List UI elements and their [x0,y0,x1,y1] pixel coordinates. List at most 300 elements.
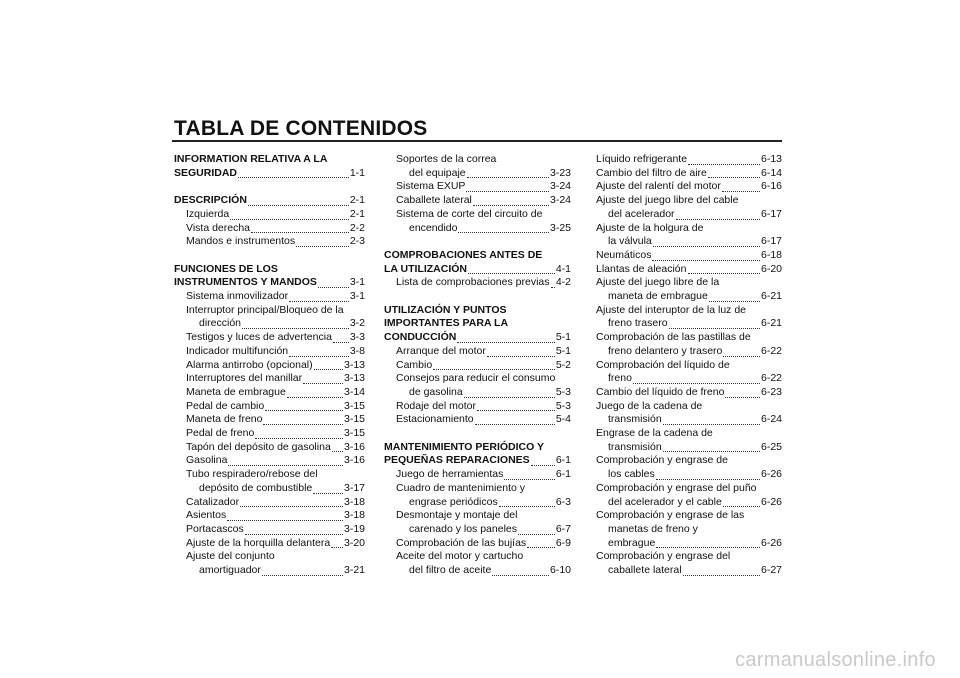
toc-entry[interactable] [384,153,571,167]
toc-entry-title: Izquierda [186,207,230,220]
toc-entry-title: Tubo respiradero/rebose del [186,468,318,481]
toc-entry-page: 6-7 [555,522,571,535]
toc-entry-title: Interruptores del manillar [186,372,303,385]
dot-leader [504,468,554,480]
toc-entry-title: Sistema EXUP [396,180,466,193]
dot-leader [473,194,549,206]
toc-entry-title: Alarma antirrobo (opcional) [186,358,313,371]
toc-entry-title: UTILIZACIÓN Y PUNTOS [384,303,507,316]
toc-entry[interactable] [596,482,782,496]
toc-entry-title: freno trasero [608,317,668,330]
toc-entry[interactable] [174,550,365,564]
dot-leader [683,564,760,576]
toc-entry-title: Vista derecha [186,221,251,234]
dot-leader [289,345,349,357]
page-title: TABLA DE CONTENIDOS [174,117,428,140]
dot-leader [331,536,343,548]
toc-entry[interactable] [384,441,571,455]
toc-entry-title: Comprobación y engrase de [596,454,728,467]
toc-entry[interactable] [384,564,571,578]
toc-entry-page: 3-23 [549,166,571,179]
dot-leader [332,440,343,452]
toc-entry-title: del filtro de aceite [409,564,492,577]
dot-leader [688,153,760,165]
toc-entry-title: freno delantero y trasero [608,344,723,357]
dot-leader [527,536,555,548]
toc-entry-page: 5-4 [555,413,571,426]
toc-entry-title: los cables [608,468,655,481]
dot-leader [722,180,760,192]
toc-entry[interactable] [174,400,365,414]
toc-entry-title: Consejos para reducir el consumo [396,372,556,385]
dot-leader [255,427,343,439]
toc-entry-page: 3-18 [343,509,365,522]
toc-entry-page: 6-24 [760,413,782,426]
toc-entry-title: de gasolina [409,385,463,398]
toc-entry-title: dirección [199,317,242,330]
dot-leader [303,372,343,384]
dot-leader [287,386,343,398]
toc-entry-page: 6-1 [555,454,571,467]
toc-entry-page: 5-3 [555,399,571,412]
toc-entry[interactable] [174,482,365,496]
toc-entry-title: amortiguador [199,564,261,577]
dot-leader [238,166,349,178]
toc-entry[interactable] [384,550,571,564]
toc-entry-page: 3-15 [343,427,365,440]
dot-leader [289,290,349,302]
toc-entry[interactable] [384,180,571,194]
toc-entry[interactable] [174,372,365,386]
toc-entry-page: 6-21 [760,290,782,303]
toc-entry-page: 2-2 [349,221,365,234]
toc-entry[interactable] [174,345,365,359]
toc-entry-page: 4-1 [555,262,571,275]
toc-entry[interactable] [174,263,365,277]
toc-entry-title: Engrase de la cadena de [596,427,713,440]
toc-entry-title: carenado y los paneles [409,522,517,535]
toc-entry[interactable] [596,468,782,482]
toc-entry-title: Portacascos [186,522,244,535]
toc-entry[interactable] [174,537,365,551]
dot-leader [242,317,349,329]
toc-entry-title: Mandos e instrumentos [186,235,296,248]
toc-entry-page: 3-15 [343,399,365,412]
toc-entry[interactable] [174,454,365,468]
toc-entry-page: 3-25 [549,221,571,234]
dot-leader [652,249,760,261]
dot-leader [708,166,760,178]
toc-entry[interactable] [384,208,571,222]
toc-entry-title: Juego de herramientas [396,468,504,481]
toc-entry[interactable] [384,537,571,551]
toc-entry-title: Desmontaje y montaje del [396,509,518,522]
toc-entry[interactable] [596,208,782,222]
dot-leader [723,345,760,357]
toc-entry[interactable] [384,276,571,290]
dot-leader [265,399,343,411]
toc-entry-page: 3-18 [343,495,365,508]
dot-leader [263,413,343,425]
toc-entry[interactable] [384,194,571,208]
toc-entry[interactable] [174,276,365,290]
toc-entry-page: 6-23 [760,385,782,398]
toc-entry-page: 3-1 [349,276,365,289]
dot-leader [653,235,760,247]
toc-entry-page: 3-13 [343,372,365,385]
toc-entry[interactable] [174,509,365,523]
toc-entry-title: CONDUCCIÓN [384,331,457,344]
toc-entry[interactable] [174,496,365,510]
toc-entry-title: transmisión [608,440,662,453]
toc-entry[interactable] [596,331,782,345]
toc-entry-title: Comprobación de las bujías [396,536,527,549]
toc-entry-page: 6-9 [555,536,571,549]
toc-entry[interactable] [596,496,782,510]
toc-entry[interactable] [174,317,365,331]
toc-entry[interactable] [596,194,782,208]
toc-entry[interactable] [596,550,782,564]
toc-entry-page: 6-20 [760,262,782,275]
toc-entry[interactable] [384,468,571,482]
toc-entry-title: Maneta de freno [186,413,263,426]
dot-leader [227,509,343,521]
toc-entry-title: MANTENIMIENTO PERIÓDICO Y [384,440,545,453]
toc-entry[interactable] [596,317,782,331]
toc-entry-title: Comprobación de las pastillas de [596,331,751,344]
toc-entry[interactable] [174,386,365,400]
dot-leader [433,358,555,370]
toc-entry-title: depósito de combustible [199,481,313,494]
toc-entry[interactable] [596,263,782,277]
toc-entry-page: 6-26 [760,468,782,481]
toc-entry-page: 6-14 [760,166,782,179]
toc-entry[interactable] [174,167,365,181]
toc-entry-page: 2-1 [349,194,365,207]
dot-leader [492,564,549,576]
dot-leader [458,221,549,233]
toc-entry-page: 6-25 [760,440,782,453]
toc-entry[interactable] [596,454,782,468]
toc-entry[interactable] [596,249,782,263]
toc-entry-page: 3-15 [343,413,365,426]
toc-entry-page: 3-17 [343,481,365,494]
dot-leader [457,331,554,343]
dot-leader [313,482,343,494]
toc-entry-title: Lista de comprobaciones previas [396,276,550,289]
toc-entry-page: 6-1 [555,468,571,481]
toc-entry-title: Cuadro de mantenimiento y [396,481,525,494]
toc-entry-page: 6-13 [760,153,782,165]
toc-entry-title: Neumáticos [596,248,652,261]
toc-entry-title: del equipaje [409,166,466,179]
watermark: carmanualsonline.info [735,649,936,671]
toc-entry[interactable] [384,523,571,537]
dot-leader [723,495,760,507]
dot-leader [669,317,760,329]
toc-entry-title: maneta de embrague [608,290,708,303]
toc-entry-title: Rodaje del motor [396,399,476,412]
toc-entry-title: Cambio del líquido de freno [596,385,725,398]
dot-leader [477,399,555,411]
toc-entry[interactable] [384,304,571,318]
toc-entry-page: 3-16 [343,440,365,453]
dot-leader [296,235,349,247]
dot-leader [467,166,549,178]
toc-entry[interactable] [174,222,365,236]
toc-entry[interactable] [174,331,365,345]
dot-leader [333,331,349,343]
toc-entry[interactable] [174,427,365,441]
toc-entry[interactable] [384,496,571,510]
toc-entry-title: FUNCIONES DE LOS [174,262,278,275]
toc-entry-title: Gasolina [186,454,228,467]
toc-entry[interactable] [384,249,571,263]
toc-entry-title: del acelerador y el cable [608,495,722,508]
toc-entry[interactable] [596,290,782,304]
toc-entry-page: 6-26 [760,495,782,508]
toc-entry[interactable] [174,290,365,304]
toc-entry-title: Cambio del filtro de aire [596,166,707,179]
title-rule [172,140,782,142]
toc-entry-page: 6-22 [760,344,782,357]
dot-leader [475,413,555,425]
toc-entry-page: 3-14 [343,385,365,398]
dot-leader [656,468,760,480]
dot-leader [487,345,555,357]
dot-leader [633,372,760,384]
toc-entry-title: encendido [409,221,458,234]
toc-entry[interactable] [174,235,365,249]
toc-entry-title: Tapón del depósito de gasolina [186,440,331,453]
toc-entry-title: Maneta de embrague [186,385,286,398]
toc-entry[interactable] [596,427,782,441]
toc-entry-page: 3-3 [349,331,365,344]
toc-entry-page: 6-17 [760,207,782,220]
toc-entry-title: Estacionamiento [396,413,474,426]
dot-leader [551,276,555,288]
dot-leader [663,440,760,452]
toc-entry-page: 5-2 [555,358,571,371]
toc-entry-page: 5-3 [555,385,571,398]
dot-leader [248,194,349,206]
toc-entry-page: 3-1 [349,290,365,302]
toc-entry-page: 6-10 [549,564,571,577]
toc-entry-title: Cambio [396,358,433,371]
toc-entry-title: Juego de la cadena de [596,399,703,412]
toc-entry-title: INFORMATION RELATIVA A LA [174,153,328,165]
toc-entry[interactable] [384,482,571,496]
toc-entry-title: engrase periódicos [409,495,498,508]
dot-leader [466,180,549,192]
toc-entry-title: IMPORTANTES PARA LA [384,317,509,330]
toc-entry-title: Aceite del motor y cartucho [396,550,524,563]
dot-leader [251,221,349,233]
toc-entry-title: Ajuste de la horquilla delantera [186,536,331,549]
toc-entry-page: 3-19 [343,522,365,535]
dot-leader [518,523,555,535]
toc-entry[interactable] [596,386,782,400]
toc-entry-title: Líquido refrigerante [596,153,688,165]
toc-entry-title: Soportes de la correa [396,153,497,165]
toc-entry-page: 3-20 [343,536,365,549]
toc-entry-page: 3-24 [549,194,571,207]
toc-entry[interactable] [384,413,571,427]
toc-entry-title: Pedal de freno [186,427,255,440]
toc-entry[interactable] [596,441,782,455]
toc-entry-page: 5-1 [555,344,571,357]
dot-leader [464,386,555,398]
toc-entry-page: 3-24 [549,180,571,193]
toc-entry-title: Ajuste del conjunto [186,550,275,563]
toc-entry-title: PEQUEÑAS REPARACIONES [384,454,530,467]
dot-leader [725,386,760,398]
toc-entry-title: transmisión [608,413,662,426]
toc-entry[interactable] [384,222,571,236]
toc-column-3 [596,153,782,578]
toc-entry-title: COMPROBACIONES ANTES DE [384,248,543,261]
toc-entry[interactable] [384,359,571,373]
toc-entry[interactable] [596,167,782,181]
toc-entry[interactable] [174,523,365,537]
toc-column-2 [384,153,571,578]
toc-entry-page: 5-1 [555,331,571,344]
toc-entry-page: 6-21 [760,317,782,330]
toc-entry[interactable] [596,564,782,578]
toc-entry-title: Comprobación y engrase del [596,550,731,563]
toc-entry[interactable] [174,413,365,427]
toc-entry[interactable] [174,564,365,578]
toc-entry[interactable] [596,180,782,194]
toc-entry[interactable] [596,400,782,414]
toc-entry-page: 6-18 [760,248,782,261]
toc-entry-title: INSTRUMENTOS Y MANDOS [174,276,317,289]
toc-entry[interactable] [384,400,571,414]
toc-entry-page: 2-1 [349,207,365,220]
dot-leader [468,262,555,274]
dot-leader [318,276,349,288]
toc-entry-title: Caballete lateral [396,194,472,207]
dot-leader [709,290,760,302]
toc-entry-page: 3-2 [349,317,365,330]
toc-entry[interactable] [174,468,365,482]
toc-entry-page: 6-16 [760,180,782,193]
toc-entry-page: 3-13 [343,358,365,371]
dot-leader [499,495,555,507]
toc-entry[interactable] [384,167,571,181]
toc-entry[interactable] [384,263,571,277]
dot-leader [245,523,343,535]
toc-entry[interactable] [384,331,571,345]
dot-leader [676,208,760,220]
toc-entry-title: Llantas de aleación [596,262,687,275]
toc-entry-title: Comprobación y engrase de las [596,509,745,522]
toc-entry[interactable] [174,153,365,167]
toc-entry-page: 6-22 [760,372,782,385]
toc-entry[interactable] [596,345,782,359]
toc-entry[interactable] [596,304,782,318]
toc-entry-title: Comprobación y engrase del puño [596,481,757,494]
toc-entry[interactable] [384,509,571,523]
toc-entry-title: Indicador multifunción [186,344,289,357]
toc-entry-page: 1-1 [349,166,365,179]
toc-entry[interactable] [596,235,782,249]
toc-entry-title: Ajuste del juego libre del cable [596,194,739,207]
toc-entry-title: Catalizador [186,495,240,508]
toc-entry[interactable] [596,359,782,373]
dot-leader [240,495,343,507]
toc-entry-title: Ajuste de la holgura de [596,221,704,234]
toc-entry-page: 3-8 [349,344,365,357]
toc-entry-title: Sistema de corte del circuito de [396,207,543,220]
toc-entry[interactable] [174,194,365,208]
toc-entry[interactable] [596,222,782,236]
dot-leader [531,454,555,466]
toc-entry[interactable] [174,208,365,222]
toc-entry-title: LA UTILIZACIÓN [384,262,468,275]
toc-entry-title: Sistema inmovilizador [186,290,289,302]
toc-entry-title: del acelerador [608,207,675,220]
toc-entry-title: embrague [608,536,656,549]
toc-entry-title: manetas de freno y [608,522,698,535]
toc-entry[interactable] [384,454,571,468]
dot-leader [688,262,760,274]
toc-entry-title: Comprobación del líquido de [596,358,730,371]
dot-leader [262,564,343,576]
toc-entry-page: 6-3 [555,495,571,508]
toc-entry-page: 3-21 [343,564,365,577]
toc-entry[interactable] [596,153,782,167]
toc-entry[interactable] [384,372,571,386]
toc-entry-title: Testigos y luces de advertencia [186,331,332,344]
toc-entry[interactable] [596,372,782,386]
toc-entry-title: Ajuste del ralentí del motor [596,180,721,193]
toc-entry-title: freno [608,372,632,385]
toc-entry-title: DESCRIPCIÓN [174,194,247,207]
toc-entry-title: la válvula [608,235,652,248]
toc-entry-title: Ajuste del interuptor de la luz de [596,303,747,316]
toc-entry[interactable] [596,523,782,537]
toc-entry-title: caballete lateral [608,564,682,577]
toc-entry-page: 6-17 [760,235,782,248]
toc-entry[interactable] [384,386,571,400]
toc-entry[interactable] [174,441,365,455]
dot-leader [314,358,343,370]
toc-entry[interactable] [596,276,782,290]
dot-leader [656,536,760,548]
toc-entry[interactable] [596,509,782,523]
toc-entry-page: 2-3 [349,235,365,248]
toc-entry[interactable] [174,359,365,373]
toc-entry-page: 4-2 [555,276,571,289]
dot-leader [228,454,343,466]
toc-entry[interactable] [384,317,571,331]
toc-entry-page: 6-27 [760,564,782,577]
toc-entry-title: Interruptor principal/Bloqueo de la [186,303,344,316]
toc-entry-page: 3-16 [343,454,365,467]
toc-entry[interactable] [384,345,571,359]
toc-entry-title: SEGURIDAD [174,166,238,179]
toc-entry[interactable] [174,304,365,318]
dot-leader [663,413,760,425]
toc-entry-title: Pedal de cambio [186,399,265,412]
toc-entry-title: Arranque del motor [396,344,486,357]
toc-entry-title: Ajuste del juego libre de la [596,276,720,289]
toc-entry-page: 6-26 [760,536,782,549]
toc-entry[interactable] [596,537,782,551]
toc-entry[interactable] [596,413,782,427]
toc-entry-title: Asientos [186,509,227,522]
